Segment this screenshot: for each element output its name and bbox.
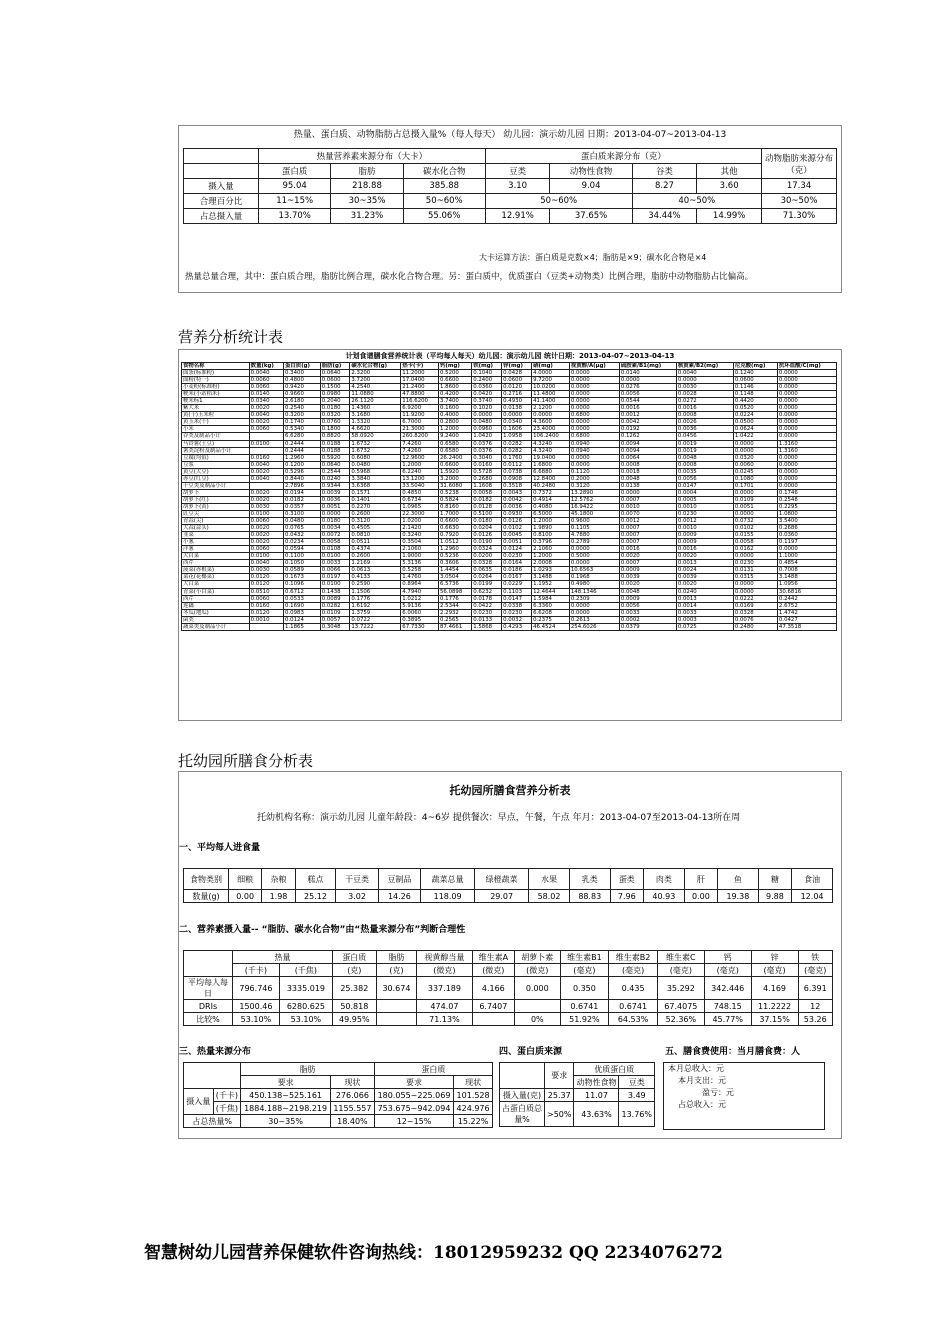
meal-analysis-panel — [178, 771, 842, 1139]
col-header: 核黄素/B2(mg) — [676, 363, 733, 370]
meal-fee-box: 本月总收入：元 本月支出：元 盈亏：元 占总收入：元 — [663, 1062, 825, 1130]
table-row: 黄玉米(干) 0.0020 0.1740 0.0760 1.3320 6.7000 0.2800 0.0480 0.0340 4.3600 0.0000 0.0042 0.0026 0.0500 0.0000 — [182, 419, 837, 426]
table-row: 平均每人每日 796.746 3335.019 25.382 30.674 337.189 4.166 0.000 0.350 0.435 35.292 342.446 4.169 6.391 — [184, 977, 833, 1000]
institution-meta: 托幼机构名称：演示幼儿园 儿童年龄段：4~6岁 提供餐次：早点，午餐，午点 年月：2013-04-07至2013-04-13所在周 — [257, 813, 741, 823]
col-header: 豆类 — [485, 164, 550, 179]
table-row: 摄入量 95.04 218.88 385.88 3.10 9.04 8.27 3.60 17.34 — [184, 179, 837, 194]
table-row: 菠菜(赤根菜) 0.0030 0.0589 0.0066 0.0613 0.5258 1.4454 0.0635 0.0186 1.0293 10.6563 0.0009 0.0024 0.0131 0.7008 — [182, 567, 837, 574]
table-row: 胡萝卜 0.0020 0.0194 0.0039 0.1571 0.4850 0.5238 0.0058 0.0043 0.7372 13.2890 0.0000 0.0004 0.0000 0.1746 — [182, 489, 837, 496]
table-row: 谷类及制品小计 6.6280 0.8820 58.0920 260.8200 9.2400 1.0420 1.0958 106.2400 0.6800 0.1262 0.0456 1.0422 0.0000 — [182, 433, 837, 440]
nutrition-stats-panel — [178, 349, 842, 721]
summary-note: 热量总量合理，其中：蛋白质合理，脂肪比例合理，碳水化合物合理。另：蛋白质中，优质蛋白（豆类+动物类）比例合理，脂肪中动物脂肪占比偏高。 — [185, 272, 754, 282]
heat-source-table: 脂肪 蛋白质 要求 现状 要求 现状 摄入量 (千卡) 450.138~525.161 276.066 180.055~225.069 101.528 (千焦) 1884.188~2198.219 1155.557 753.675~942.094 424.976 占总热量% 30~35% 18.40% 12~15% 15.22% — [183, 1062, 493, 1128]
col-header: 脂肪 — [331, 164, 403, 179]
table-row: 小米 0.0060 0.5340 0.1800 4.6620 21.3000 1.2000 0.0960 0.1606 23.4000 0.0000 0.0192 0.0036 0.0624 0.0000 — [182, 426, 837, 433]
section4-heading: 四、蛋白质来源 — [499, 1047, 563, 1057]
col-header: 动物性食物 — [550, 164, 632, 179]
caption-nutrition-stats: 营养分析统计表 — [178, 328, 284, 346]
table-row: 小葱 0.0020 0.0234 0.0058 0.0511 0.3504 1.0512 0.0190 0.0051 0.3796 0.2789 0.0007 0.0009 0.0058 0.1197 — [182, 539, 837, 546]
col-header: 钙(mg) — [439, 363, 472, 370]
table-row: 大白菜 0.0100 0.1100 0.0100 0.2600 1.9000 0.5236 0.0200 0.0230 1.2000 0.5000 0.0020 0.0020 0.0000 1.1000 — [182, 553, 837, 560]
col-header: 其他 — [697, 164, 762, 179]
caption-meal-analysis: 托幼园所膳食分析表 — [178, 752, 314, 770]
table-row: 粳米标1 0.0340 2.6180 0.2040 26.1120 116.6200 3.7400 0.3740 0.4930 41.1400 0.0000 0.0544 0.0272 0.4420 0.0000 — [182, 398, 837, 405]
section2-heading: 二、营养素摄入量-- “脂肪、碳水化合物”由“热量来源分布”判断合理性 — [179, 925, 466, 935]
col-header: 硫胺素/B1(mg) — [619, 363, 676, 370]
col-header: 数量(kg) — [249, 363, 283, 370]
table-row: 菜花(花椰菜) 0.0120 0.1673 0.0197 0.4133 1.4760 3.0504 0.0264 0.0167 3.1488 0.1968 0.0039 0.0039 0.0315 3.1488 — [182, 574, 837, 581]
table-row: 菌类 0.0010 0.0124 0.0057 0.0722 0.3895 0.2565 0.0133 0.0032 0.2375 0.2613 0.0002 0.0003 0.0076 0.0427 — [182, 616, 837, 623]
col-header: 脂肪(g) — [320, 363, 350, 370]
table-row: 干豆类及制品小计 2.7896 0.9344 3.6368 33.5040 31.6080 1.1608 0.3518 40.2480 0.3120 0.0138 0.0147 0.1701 0.0000 — [182, 482, 837, 489]
table-row: 西芹 0.0060 0.0533 0.0089 0.1776 1.0212 0.1776 0.0178 0.0147 1.5984 0.2309 0.0009 0.0013 0.0222 0.2442 — [182, 595, 837, 602]
col-header: 蛋白质 — [259, 164, 331, 179]
calc-note: 大卡运算方法：蛋白质是克数×4；脂肪是×9；碳水化合物是×4 — [479, 253, 707, 262]
nutrition-stats-table — [181, 362, 837, 631]
table-row: 蔬菜类及制品小计 1.1865 0.3048 13.7222 67.7330 87.4661 1.5868 0.4293 46.4524 254.6026 0.0379 0.0725 0.2480 47.3518 — [182, 623, 837, 630]
table-row: 薯类淀粉及制品小计 0.2444 0.0188 1.6732 7.4260 0.6580 0.0376 0.0282 4.3240 0.0940 0.0094 0.0019 0.0000 1.3160 — [182, 447, 837, 454]
col-header: 抗坏血酸/C(mg) — [777, 363, 836, 370]
table-row: 合理百分比 11~15% 30~35% 50~60% 50~60% 40~50% 30~50% — [184, 194, 837, 209]
col-header: 视黄醇/A(μg) — [569, 363, 619, 370]
table-row: 大蒜(蒜头) 0.0020 0.0765 0.0034 0.4505 2.1420 0.6630 0.0204 0.0102 1.9890 0.1105 0.0007 0.0010 0.0102 0.2686 — [182, 525, 837, 532]
col-header: 食物名称 — [182, 363, 250, 370]
hotline-footer: 智慧树幼儿园营养保健软件咨询热线：18012959232 QQ 2234076272 — [144, 1243, 723, 1263]
table-row: 大白菜 0.0120 0.1096 0.0100 0.2590 0.8964 6.5736 0.0199 0.0229 1.1952 0.4980 0.0020 0.0020 0.0000 1.0956 — [182, 581, 837, 588]
table-row: 豆腐(均值) 0.0160 1.2960 0.5920 0.6080 12.9600 26.2400 0.3040 0.1760 19.0400 0.0000 0.0064 0.0048 0.0320 0.0000 — [182, 454, 837, 461]
col-header: 蛋白质(g) — [284, 363, 321, 370]
table-row: 莲藕 0.0160 0.1690 0.0282 1.6192 5.9136 2.5344 0.0422 0.0338 6.3360 0.0000 0.0056 0.0014 0.0169 2.6752 — [182, 602, 837, 609]
section3-heading: 三、热量来源分布 — [179, 1047, 252, 1057]
table-row: 青蒜(尖) 0.0060 0.0480 0.0180 0.3120 1.0200 0.6600 0.0180 0.0126 1.2000 0.9600 0.0012 0.0012 0.0732 3.5400 — [182, 518, 837, 525]
table-row: 胡萝卜(黄) 0.0030 0.0357 0.0051 0.2270 1.0965 0.8160 0.0128 0.0036 0.4080 16.9422 0.0010 0.0010 0.0051 0.2295 — [182, 503, 837, 510]
table-row: 胡萝卜(红) 0.0020 0.0182 0.0036 0.1401 0.6734 0.5824 0.0182 0.0042 0.4914 12.5762 0.0007 0.0005 0.0109 0.2548 — [182, 496, 837, 503]
table-row: 占总摄入量 13.70% 31.23% 55.06% 12.91% 37.65% 34.44% 14.99% 71.30% — [184, 209, 837, 224]
table-row: 紫大米 0.0020 0.2540 0.0180 1.4360 6.9200 0.1600 0.1020 0.0138 2.1200 0.0000 0.0016 0.0016 0.0520 0.0000 — [182, 405, 837, 412]
table-row: 赤豆(红豆) 0.0040 0.8440 0.0240 3.3840 13.1200 3.2000 0.2680 0.0908 12.8400 0.2000 0.0048 0.0056 0.1080 0.0000 — [182, 475, 837, 482]
heat-protein-fat-table — [183, 148, 837, 224]
col-header: 铁(mg) — [472, 363, 502, 370]
table-row: 西芹 0.0040 0.1050 0.0033 1.2169 5.3136 0.3606 0.0328 0.0164 2.0008 0.0000 0.0007 0.0013 0.0230 0.4854 — [182, 560, 837, 567]
table-row: 豇豆尖 0.0100 0.3100 0.0000 0.2600 22.3000 1.7000 0.5100 0.0930 6.5000 45.1800 0.0070 0.0230 0.0000 1.0800 — [182, 510, 837, 517]
food-intake-table: 食物类别 细粮 杂粮 糕点 干豆类 豆制品 蔬菜总量 绿橙蔬菜 水果 乳类 蛋类 肉类 肝 鱼 糖 食油 数量(g) 0.00 1.98 25.12 3.02 14.26 118.09 29.07 58.02 88.83 7.96 40.93 0.00 19.38 9.88 12.04 — [183, 868, 833, 903]
table-row: 韭菜 0.0020 0.0432 0.0072 0.0810 0.3240 0.7920 0.0126 0.0045 0.8100 4.7880 0.0007 0.0009 0.0155 0.0360 — [182, 532, 837, 539]
table-row: 冬瓜(地瓜) 0.0120 0.0983 0.0109 1.3759 6.0060 2.2932 0.0230 0.0230 6.6208 0.0000 0.0033 0.0033 0.0328 1.4742 — [182, 609, 837, 616]
table-row: DRIs 1500.46 6280.625 50.818 474.07 6.7407 0.6741 0.6741 67.4075 748.15 11.2222 12 — [184, 1000, 833, 1013]
group-heat: 热量营养素来源分布（大卡） — [259, 149, 486, 164]
section1-heading: 一、平均每人进食量 — [179, 843, 261, 853]
col-header: 碳水化合物(g) — [350, 363, 401, 370]
col-header: 锌(mg) — [502, 363, 532, 370]
table-row: 面条(标准粉) 0.0040 0.3400 0.0640 2.3200 11.2000 0.5200 0.1040 0.0428 4.0000 0.0000 0.0140 0.0040 0.1240 0.0000 — [182, 370, 837, 377]
col-header: 硒(mg) — [532, 363, 570, 370]
table2-title: 计划食谱膳食营养统计表（平均每人每天）幼儿园：演示幼儿园 统计日期：2013-04-07~2013-04-13 — [345, 352, 675, 360]
table-row: 洋葱 0.0060 0.0594 0.0108 0.4374 2.1060 1.2960 0.0324 0.0124 2.1060 0.0000 0.0016 0.0016 0.0162 0.0000 — [182, 546, 837, 553]
table-row: 马铃薯(土豆) 0.0100 0.2444 0.0188 1.6732 7.4260 0.6580 0.0376 0.0282 4.3240 0.0940 0.0094 0.0019 0.0000 1.3160 — [182, 440, 837, 447]
table-row: 小麦粉(标准粉) 0.0060 0.9420 0.1500 4.2540 21.2400 1.8600 0.0360 0.0120 10.0200 0.0000 0.0276 0.0030 0.1146 0.0000 — [182, 384, 837, 391]
table-row: 豆浆 0.0040 0.1200 0.0640 0.0480 1.2000 0.6600 0.0160 0.0112 1.6800 0.0000 0.0008 0.0008 0.0060 0.0000 — [182, 461, 837, 468]
table1-title: 热量、蛋白质、动物脂肪占总摄入量%（每人每天） 幼儿园：演示幼儿园 日期：2013-04-07~2013-04-13 — [293, 130, 727, 140]
col-header: 谷类 — [632, 164, 697, 179]
table-row: 黄(干)玉米粒 0.0040 0.3200 0.0320 3.1680 11.9200 0.4000 0.0000 0.0000 0.0000 0.6800 0.0012 0.0008 0.0224 0.0000 — [182, 412, 837, 419]
heat-protein-fat-table-panel — [178, 125, 842, 293]
table-row: 粳米(小站稻米) 0.0140 0.9660 0.0980 11.0880 47.8800 0.4200 0.0420 0.2716 11.4800 0.0000 0.0056 0.0028 0.1148 0.0000 — [182, 391, 837, 398]
table-row: 青菜(小白菜) 0.0510 0.6712 0.1438 1.1506 4.7940 56.0898 0.6232 0.1103 12.4644 148.1346 0.0048 0.0240 0.0000 30.6816 — [182, 588, 837, 595]
col-header: 碳水化合物 — [403, 164, 485, 179]
table-row: 比较% 53.10% 53.10% 49.95% 71.13% 0% 51.92% 64.53% 52.36% 45.77% 37.15% 53.26 — [184, 1013, 833, 1026]
col-header: 热卡(卡) — [401, 363, 439, 370]
col-header: 尼克酸(mg) — [733, 363, 777, 370]
section5-heading: 五、膳食费使用：当月膳食费：人 — [665, 1047, 801, 1057]
group-protein: 蛋白质来源分布（克） — [485, 149, 761, 164]
table-row: 黄豆(大豆) 0.0020 0.5296 0.2544 0.5968 6.2240 1.5920 0.5728 0.0738 6.6880 0.1120 0.0018 0.0035 0.0245 0.0000 — [182, 468, 837, 475]
table3-title: 托幼园所膳食营养分析表 — [449, 784, 571, 797]
group-animal-fat: 动物脂肪来源分布（克） — [762, 149, 837, 179]
protein-source-table: 要求 优质蛋白质 动物性食物 豆类 摄入量(克) 25.37 11.07 3.49 占蛋白质总量% >50% 43.63% 13.76% — [499, 1062, 655, 1127]
table-row: 面粉(特一) 0.0060 0.4800 0.0600 3.7200 17.0400 0.6600 0.2400 0.0600 9.7200 0.0000 0.0000 0.0000 0.0600 0.0000 — [182, 377, 837, 384]
nutrient-intake-table: 热量 蛋白质 脂肪 视黄醇当量 维生素A 胡萝卜素 维生素B1 维生素B2 维生素C 钙 锌 铁 (千卡) (千焦) (克) (克) (微克) (微克) (微克) (毫克) (毫克) (毫克) (毫克) (毫克) (毫克) 平均每人每日 796.746 3335.019 25.382 30.674 337.189 4.166 0.000 0.350 0.435 35.292 342.446 4.169 6.391 DRIs 1500.46 6280.625 50.818 474.07 6.7407 0.6741 0.6741 67.4075 748.15 11.2222 12 比较% 53.10% 53.10% 49.95% 71.13% 0% 51.92% 64.53% 52.36% 45.77% 37.15% 53.26 — [183, 950, 833, 1026]
